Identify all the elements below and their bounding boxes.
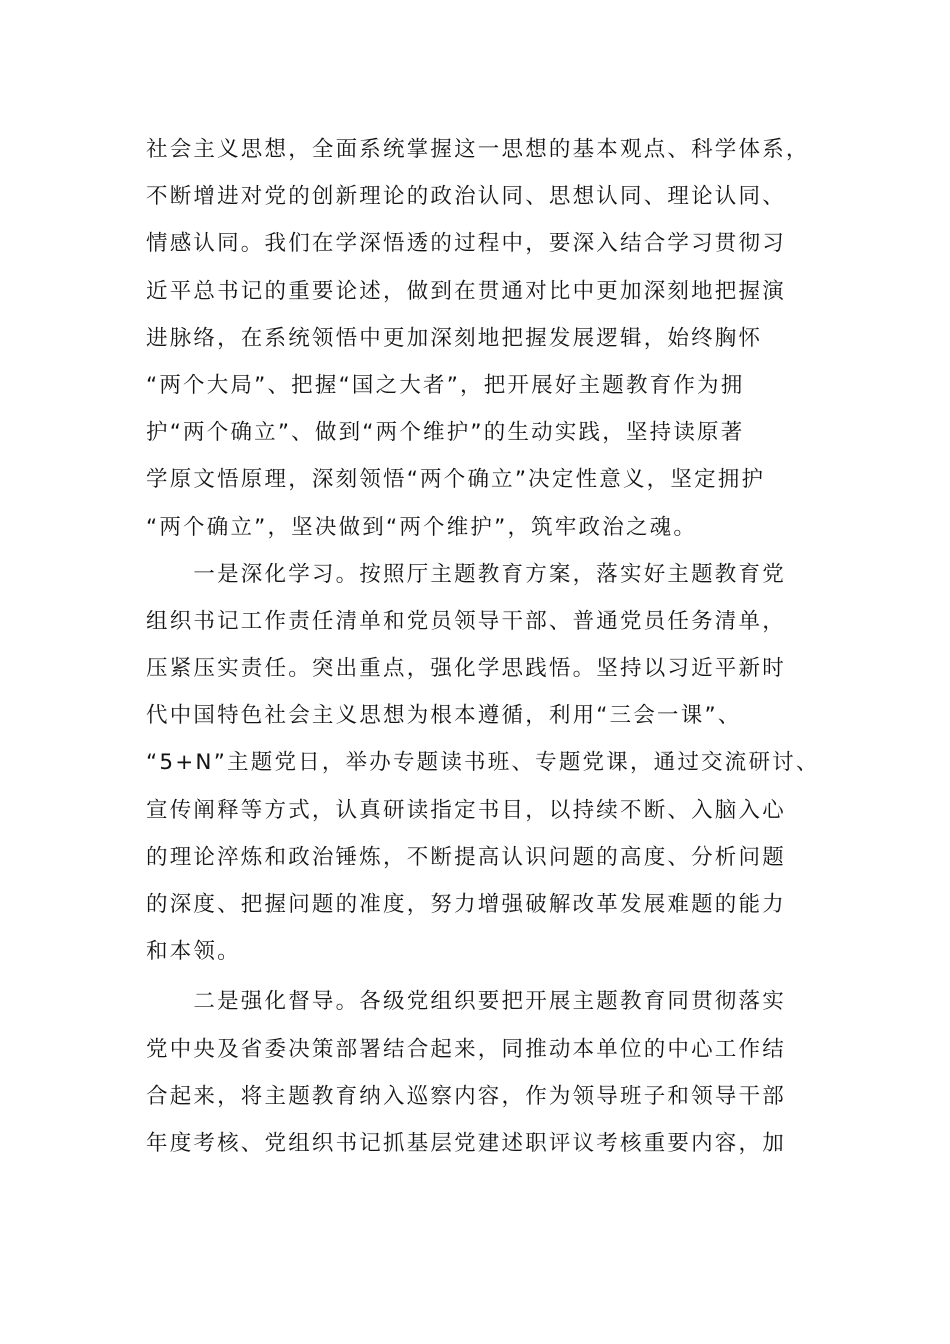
text-line: 和本领。: [146, 939, 241, 965]
text-line: “两个大局”、把握“国之大者”，把开展好主题教育作为拥: [146, 372, 745, 398]
paragraph-start-line: 一是深化学习。按照厅主题教育方案，落实好主题教育党: [146, 561, 786, 587]
text-line: 近平总书记的重要论述，做到在贯通对比中更加深刻地把握演: [146, 278, 786, 304]
text-line: “5+N”主题党日，举办专题读书班、专题党课，通过交流研讨、: [146, 750, 820, 776]
text-line: 宣传阐释等方式，认真研读指定书目，以持续不断、入脑入心: [146, 797, 786, 823]
text-line: 代中国特色社会主义思想为根本遵循，利用“三会一课”、: [146, 703, 742, 729]
text-line: 合起来，将主题教育纳入巡察内容，作为领导班子和领导干部: [146, 1083, 786, 1109]
text-line: 压紧压实责任。突出重点，强化学思践悟。坚持以习近平新时: [146, 656, 786, 682]
paragraph-start-line: 二是强化督导。各级党组织要把开展主题教育同贯彻落实: [146, 989, 786, 1015]
text-line: 的深度、把握问题的准度，努力增强破解改革发展难题的能力: [146, 892, 786, 917]
text-line: 情感认同。我们在学深悟透的过程中，要深入结合学习贯彻习: [146, 231, 786, 257]
text-line: 的理论淬炼和政治锤炼，不断提高认识问题的高度、分析问题: [146, 844, 786, 870]
text-line: “两个确立”，坚决做到“两个维护”，筑牢政治之魂。: [146, 514, 698, 540]
text-line: 社会主义思想，全面系统掌握这一思想的基本观点、科学体系，: [146, 137, 810, 162]
text-line: 党中央及省委决策部署结合起来，同推动本单位的中心工作结: [146, 1036, 786, 1062]
text-line: 年度考核、党组织书记抓基层党建述职评议考核重要内容，加: [146, 1130, 786, 1156]
text-line: 不断增进对党的创新理论的政治认同、思想认同、理论认同、: [146, 184, 786, 210]
text-line: 学原文悟原理，深刻领悟“两个确立”决定性意义，坚定拥护: [146, 467, 766, 493]
body-text: [146, 126, 846, 1167]
text-line: 进脉络，在系统领悟中更加深刻地把握发展逻辑，始终胸怀: [146, 325, 763, 351]
text-line: 组织书记工作责任清单和党员领导干部、普通党员任务清单，: [146, 608, 786, 634]
text-line: 护“两个确立”、做到“两个维护”的生动实践，坚持读原著: [146, 420, 745, 446]
